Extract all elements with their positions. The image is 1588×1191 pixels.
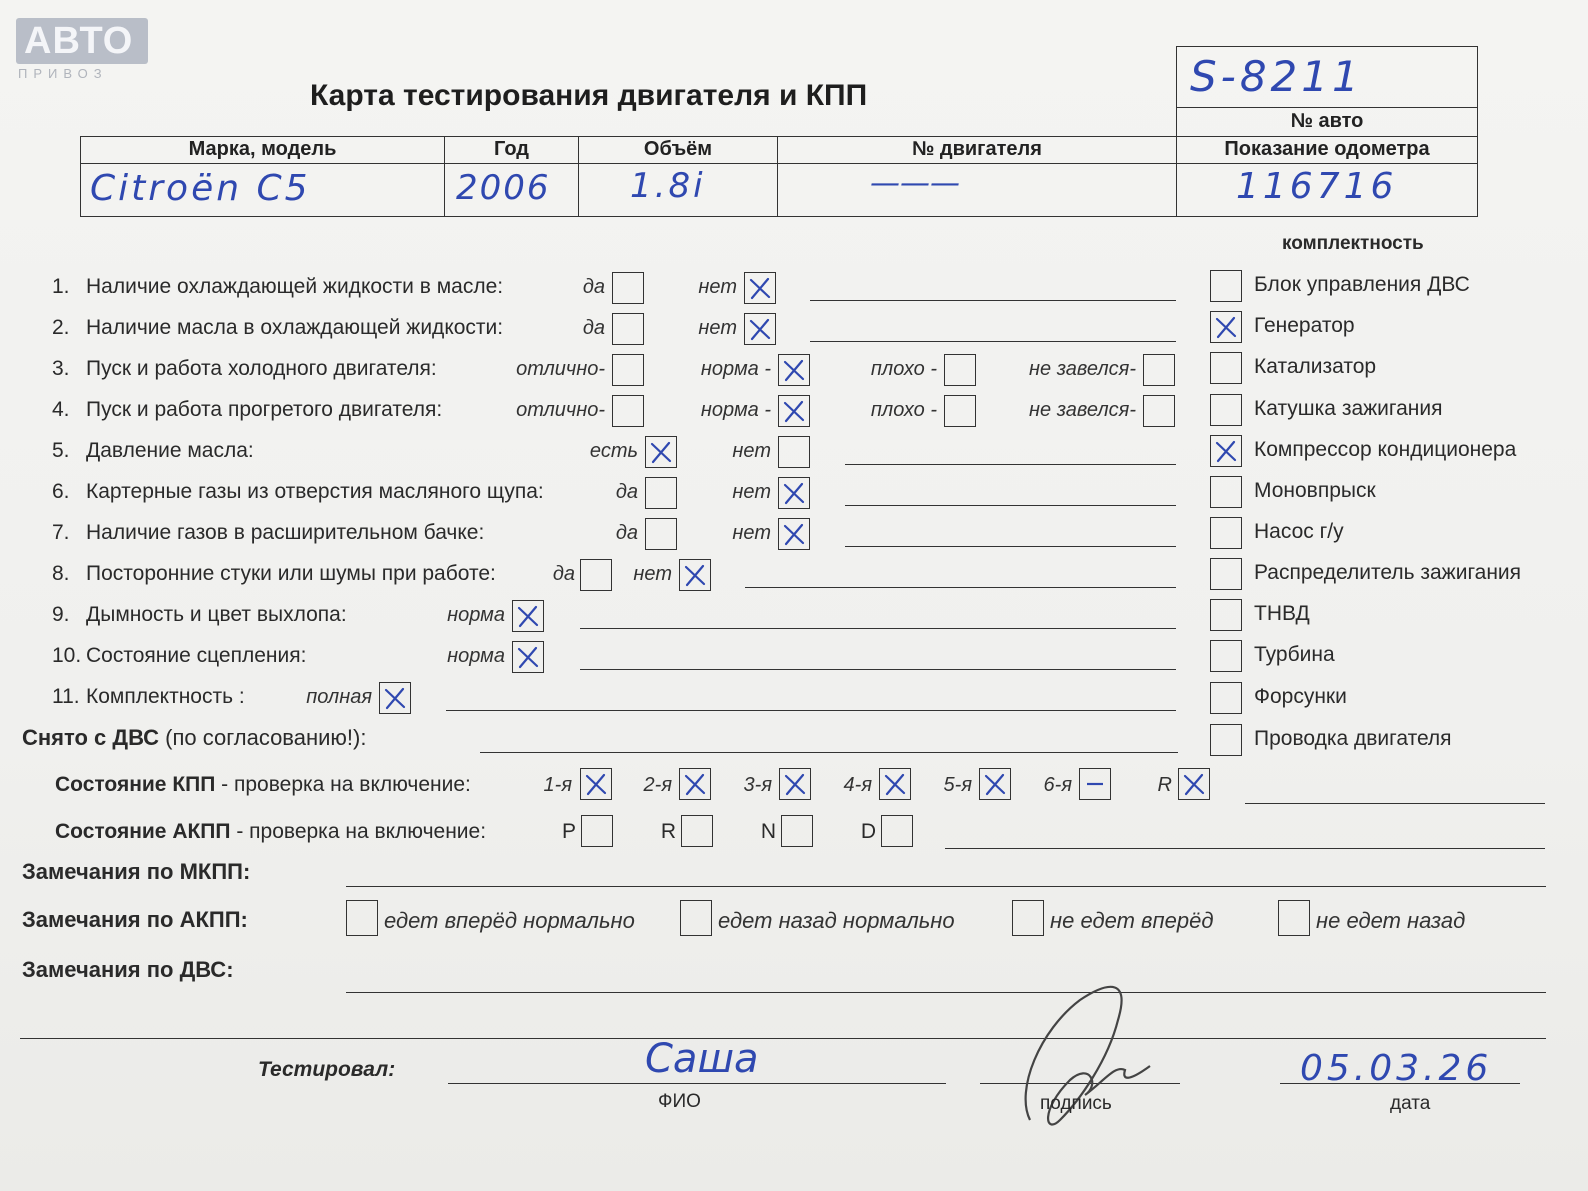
check-row-4-option-4-checkbox[interactable] (1143, 395, 1175, 427)
kpp-gear-3-label: 3-я (743, 774, 772, 796)
check-row-2-option-1-label: да (582, 317, 605, 339)
col-header-model: Марка, модель (188, 138, 337, 160)
akpp-line (945, 848, 1545, 849)
completeness-heading: комплектность (1282, 233, 1424, 254)
completeness-label-2: Генератор (1254, 314, 1355, 337)
remarks-mkpp-label: Замечания по МКПП: (22, 859, 251, 884)
kpp-label-rest: - проверка на включение: (221, 773, 471, 796)
completeness-checkbox-2[interactable] (1210, 311, 1242, 343)
completeness-label-5: Компрессор кондиционера (1254, 438, 1517, 461)
akpp-mode-3-label: N (760, 820, 776, 843)
check-row-6-label: Картерные газы из отверстия масляного щупа: (86, 480, 544, 503)
kpp-gear-5-checkbox[interactable] (979, 768, 1011, 800)
signature-caption: подпись (1040, 1093, 1112, 1114)
akpp-remark-option-3-label: не едет вперёд (1050, 908, 1214, 933)
akpp-remark-option-2-label: едет назад нормально (718, 908, 955, 933)
check-row-11-comment-line (446, 710, 1176, 711)
remarks-dvs-label: Замечания по ДВС: (22, 957, 234, 982)
check-row-8-number: 8. (52, 562, 70, 585)
akpp-mode-4-label: D (860, 820, 876, 843)
check-row-6-comment-line (845, 505, 1176, 506)
check-row-8-option-2-checkbox[interactable] (679, 559, 711, 591)
akpp-mode-2-label: R (660, 820, 676, 843)
removed-line (480, 752, 1178, 753)
check-row-11-label: Комплектность : (86, 685, 245, 708)
check-row-10-option-1-checkbox[interactable] (512, 641, 544, 673)
completeness-label-8: Распределитель зажигания (1254, 561, 1522, 584)
kpp-gear-7-label: R (1157, 774, 1172, 796)
check-row-1-option-2-label: нет (698, 276, 737, 298)
completeness-label-10: Турбина (1254, 643, 1335, 666)
value-cell-engine (777, 163, 1177, 217)
check-row-8-option-2-label: нет (633, 563, 672, 585)
check-row-7-comment-line (845, 546, 1176, 547)
akpp-remark-option-1-checkbox[interactable] (346, 900, 378, 936)
akpp-mode-1-checkbox[interactable] (581, 815, 613, 847)
check-row-3-option-4-checkbox[interactable] (1143, 354, 1175, 386)
check-row-3-option-1-checkbox[interactable] (612, 354, 644, 386)
check-row-3-option-3-checkbox[interactable] (944, 354, 976, 386)
completeness-checkbox-11[interactable] (1210, 682, 1242, 714)
check-row-2-label: Наличие масла в охлаждающей жидкости: (86, 316, 504, 339)
check-row-6-option-1-checkbox[interactable] (645, 477, 677, 509)
removed-label (22, 726, 366, 750)
value-engine-number: ——— (870, 166, 960, 201)
kpp-gear-2-label: 2-я (643, 774, 672, 796)
completeness-label-9: ТНВД (1254, 602, 1310, 625)
completeness-checkbox-1[interactable] (1210, 270, 1242, 302)
akpp-remark-option-4-label: не едет назад (1316, 908, 1466, 933)
check-row-10-number: 10. (52, 644, 82, 667)
check-row-7-label: Наличие газов в расширительном бачке: (86, 521, 485, 544)
check-row-7-option-1-label: да (615, 522, 638, 544)
akpp-remark-option-2-checkbox[interactable] (680, 900, 712, 936)
kpp-gear-6-label: 6-я (1043, 774, 1072, 796)
col-header-volume: Объём (643, 138, 713, 160)
check-row-3-option-2-checkbox[interactable] (778, 354, 810, 386)
completeness-checkbox-7[interactable] (1210, 517, 1242, 549)
completeness-label-7: Насос г/у (1254, 520, 1344, 543)
check-row-3-option-1-label: отлично- (516, 358, 605, 380)
check-row-5-option-2-checkbox[interactable] (778, 436, 810, 468)
logo-main-text: АВТО (24, 20, 134, 62)
date-value: 05.03.26 (1300, 1048, 1493, 1089)
kpp-gear-6-checkbox[interactable] (1079, 768, 1111, 800)
kpp-gear-1-label: 1-я (543, 774, 572, 796)
check-row-5-number: 5. (52, 439, 70, 462)
signature-image (1010, 970, 1180, 1150)
check-row-6-option-1-label: да (615, 481, 638, 503)
completeness-label-12: Проводка двигателя (1254, 727, 1452, 750)
removed-label-rest: (по согласованию!): (165, 725, 367, 750)
check-row-4-option-2-checkbox[interactable] (778, 395, 810, 427)
tested-name-value: Саша (645, 1036, 759, 1082)
check-row-11-number: 11. (52, 685, 80, 708)
completeness-checkbox-5[interactable] (1210, 435, 1242, 467)
check-row-10-label: Состояние сцепления: (86, 644, 307, 667)
col-header-odometer: Показание одометра (1224, 138, 1430, 160)
check-row-6-option-2-checkbox[interactable] (778, 477, 810, 509)
akpp-label-bold: Состояние АКПП (55, 820, 231, 843)
check-row-4-option-3-checkbox[interactable] (944, 395, 976, 427)
check-row-3-label: Пуск и работа холодного двигателя: (86, 357, 437, 380)
completeness-checkbox-10[interactable] (1210, 640, 1242, 672)
check-row-5-option-2-label: нет (732, 440, 771, 462)
check-row-5-comment-line (845, 464, 1176, 465)
completeness-label-11: Форсунки (1254, 685, 1347, 708)
akpp-mode-3-checkbox[interactable] (781, 815, 813, 847)
kpp-gear-4-label: 4-я (843, 774, 872, 796)
remarks-mkpp-line (346, 886, 1546, 887)
akpp-mode-1-label: P (561, 820, 576, 843)
check-row-7-option-2-checkbox[interactable] (778, 518, 810, 550)
completeness-checkbox-3[interactable] (1210, 352, 1242, 384)
check-row-9-option-1-checkbox[interactable] (512, 600, 544, 632)
logo-sub-text: ПРИВОЗ (18, 66, 108, 81)
akpp-remark-option-1-label: едет вперёд нормально (384, 908, 635, 933)
completeness-checkbox-8[interactable] (1210, 558, 1242, 590)
car-number-label: № авто (1290, 110, 1364, 132)
kpp-line (1245, 803, 1545, 804)
check-row-9-number: 9. (52, 603, 70, 626)
check-row-1-comment-line (810, 300, 1176, 301)
check-row-5-label: Давление масла: (86, 439, 254, 462)
check-row-9-label: Дымность и цвет выхлопа: (86, 603, 347, 626)
check-row-2-comment-line (810, 341, 1176, 342)
check-row-7-number: 7. (52, 521, 70, 544)
date-caption: дата (1390, 1093, 1431, 1114)
check-row-8-option-1-label: да (552, 563, 575, 585)
kpp-gear-2-checkbox[interactable] (679, 768, 711, 800)
check-row-1-label: Наличие охлаждающей жидкости в масле: (86, 275, 504, 298)
akpp-remark-option-4-checkbox[interactable] (1278, 900, 1310, 936)
check-row-10-comment-line (580, 669, 1176, 670)
check-row-9-option-1-label: норма (447, 604, 505, 626)
check-row-4-option-3-label: плохо - (870, 399, 937, 421)
kpp-gear-4-checkbox[interactable] (879, 768, 911, 800)
check-row-8-option-1-checkbox[interactable] (580, 559, 612, 591)
akpp-remark-option-3-checkbox[interactable] (1012, 900, 1044, 936)
check-row-4-option-1-label: отлично- (516, 399, 605, 421)
tested-name-line (448, 1083, 946, 1084)
check-row-8-comment-line (745, 587, 1176, 588)
completeness-label-6: Моновпрыск (1254, 479, 1376, 502)
col-header-year: Год (494, 138, 529, 160)
check-row-1-option-1-checkbox[interactable] (612, 272, 644, 304)
check-row-7-option-2-label: нет (732, 522, 771, 544)
check-row-11-option-1-label: полная (306, 686, 372, 708)
check-row-4-option-1-checkbox[interactable] (612, 395, 644, 427)
remarks-extra-line (20, 1038, 1546, 1039)
check-row-3-option-3-label: плохо - (870, 358, 937, 380)
check-row-4-option-2-label: норма - (700, 399, 771, 421)
value-volume: 1.8i (630, 166, 706, 206)
check-row-1-option-2-checkbox[interactable] (744, 272, 776, 304)
akpp-mode-4-checkbox[interactable] (881, 815, 913, 847)
value-year: 2006 (456, 168, 551, 208)
check-row-1-option-1-label: да (582, 276, 605, 298)
completeness-checkbox-9[interactable] (1210, 599, 1242, 631)
kpp-label (55, 773, 471, 797)
check-row-5-option-1-label: есть (589, 440, 638, 462)
check-row-1-number: 1. (52, 275, 70, 298)
check-row-7-option-1-checkbox[interactable] (645, 518, 677, 550)
check-row-6-number: 6. (52, 480, 70, 503)
check-row-2-option-2-label: нет (698, 317, 737, 339)
check-row-4-number: 4. (52, 398, 70, 421)
check-row-3-number: 3. (52, 357, 70, 380)
check-row-9-comment-line (580, 628, 1176, 629)
avto-privoz-logo (16, 18, 148, 64)
tested-name-caption: ФИО (658, 1091, 701, 1112)
check-row-10-option-1-label: норма (447, 645, 505, 667)
akpp-label (55, 820, 486, 844)
check-row-2-option-1-checkbox[interactable] (612, 313, 644, 345)
check-row-2-number: 2. (52, 316, 70, 339)
col-header-engine: № двигателя (912, 138, 1042, 160)
remarks-dvs-line (346, 992, 1546, 993)
completeness-checkbox-6[interactable] (1210, 476, 1242, 508)
completeness-label-1: Блок управления ДВС (1254, 273, 1470, 296)
kpp-label-bold: Состояние КПП (55, 773, 216, 796)
completeness-checkbox-4[interactable] (1210, 394, 1242, 426)
kpp-gear-5-label: 5-я (943, 774, 972, 796)
completeness-label-4: Катушка зажигания (1254, 397, 1443, 420)
kpp-gear-3-checkbox[interactable] (779, 768, 811, 800)
check-row-8-label: Посторонние стуки или шумы при работе: (86, 562, 496, 585)
check-row-2-option-2-checkbox[interactable] (744, 313, 776, 345)
kpp-gear-7-checkbox[interactable] (1178, 768, 1210, 800)
check-row-3-option-2-label: норма - (700, 358, 771, 380)
page-title: Карта тестирования двигателя и КПП (310, 79, 868, 112)
completeness-label-3: Катализатор (1254, 355, 1377, 378)
tested-label: Тестировал: (258, 1058, 396, 1081)
akpp-mode-2-checkbox[interactable] (681, 815, 713, 847)
check-row-3-option-4-label: не завелся- (1029, 358, 1136, 380)
car-number-value: S-8211 (1190, 52, 1363, 101)
kpp-gear-1-checkbox[interactable] (580, 768, 612, 800)
akpp-label-rest: - проверка на включение: (236, 820, 487, 843)
value-odometer: 116716 (1236, 166, 1398, 207)
completeness-checkbox-12[interactable] (1210, 724, 1242, 756)
check-row-4-option-4-label: не завелся- (1029, 399, 1136, 421)
check-row-11-option-1-checkbox[interactable] (379, 682, 411, 714)
check-row-4-label: Пуск и работа прогретого двигателя: (86, 398, 443, 421)
check-row-6-option-2-label: нет (732, 481, 771, 503)
removed-label-bold: Снято с ДВС (22, 725, 160, 750)
check-row-5-option-1-checkbox[interactable] (645, 436, 677, 468)
value-model: Citroën C5 (90, 168, 311, 209)
remarks-akpp-label: Замечания по АКПП: (22, 907, 248, 932)
